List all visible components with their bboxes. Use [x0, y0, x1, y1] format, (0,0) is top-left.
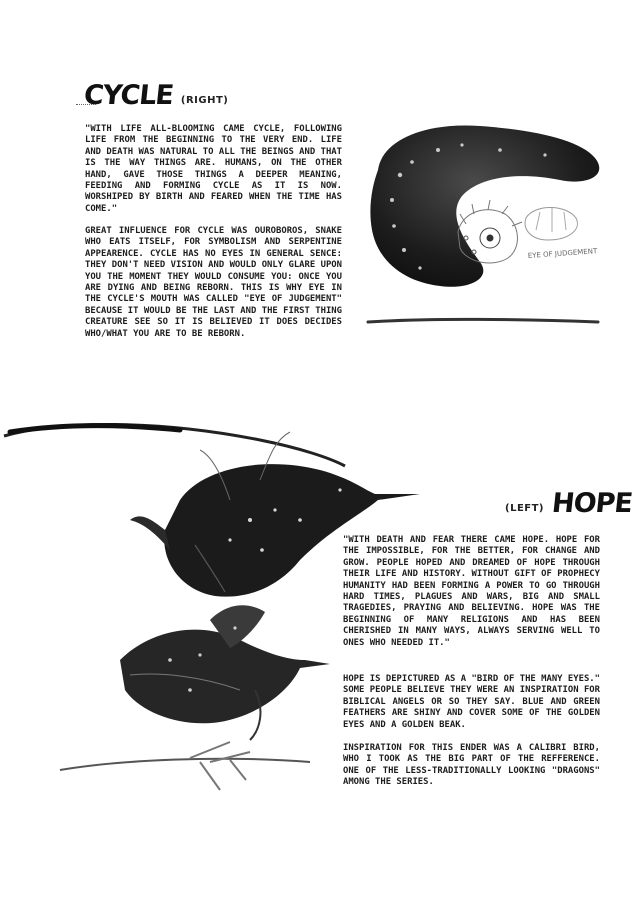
hope-position-label: (LEFT) — [505, 503, 544, 514]
cycle-position-label: (RIGHT) — [180, 95, 229, 106]
cycle-paragraph-2: GREAT INFLUENCE FOR CYCLE WAS OUROBOROS, SNAKE WHO EATS ITSELF, FOR SYMBOLISM AND SERPENTINE APPEARENCE. CYCLE HAS NO EYES IN GENERAL SENCE: THEY DON'T NEED VISION AND WOULD ONLY GLARE UPON YOU THE MOMENT THEY WOULD CONSUME YOU: ONCE YOU ARE DYING AND BEING REBORN. THIS IS WHY EYE IN THE CYCLE'S MOUTH WAS CALLED "EYE OF JUDGEMENT" BECAUSE IT WOULD BE THE LAST AND THE FIRST THING CREATURE SEE SO IT IS BELIEVED IT DOES DECIDES WHO/WHAT YOU ARE TO BE REBORN. — [85, 226, 342, 339]
hope-paragraph-1: "WITH DEATH AND FEAR THERE CAME HOPE. HOPE FOR THE IMPOSSIBLE, FOR THE BETTER, FOR CHANGE AND GROW. PEOPLE HOPED AND DREAMED OF HOPE THROUGH THEIR LIFE AND HISTORY. WITHOUT GIFT OF PROPHECY HUMANITY HAD BEEN FORMING A POWER TO GO THROUGH HARD TIMES, PLAGUES AND WARS, BIG AND SMALL TRAGEDIES, PRAYING AND BELIEVING. HOPE WAS THE BEGINNING OF MANY RELIGIONS AND HAS BEEN CHERISHED IN MANY WAYS, ALWAYS SERVING WELL TO ONES WHO NEEDED IT." — [343, 535, 600, 648]
hope-paragraph-3: INSPIRATION FOR THIS ENDER WAS A CALIBRI BIRD, WHO I TOOK AS THE BIG PART OF THE REFFERENCE. ONE OF THE LESS-TRADITIONALLY LOOKING "DRAGONS" AMONG THE SERIES. — [343, 743, 600, 788]
cycle-title: CYCLE — [82, 80, 175, 111]
eye-of-judgement-label: EYE OF JUDGEMENT — [527, 247, 598, 260]
hope-paragraph-2: HOPE IS DEPICTURED AS A "BIRD OF THE MANY EYES." SOME PEOPLE BELIEVE THEY WERE AN INSPIRATION FOR BIBLICAL ANGELS OR SO THEY SAY. BLUE AND GREEN FEATHERS ARE SHINY AND COVER SOME OF THE GOLDEN EYES AND A GOLDEN BEAK. — [343, 674, 600, 730]
hope-bird-bottom — [120, 605, 330, 740]
hope-title: HOPE — [550, 488, 634, 519]
hope-header — [505, 490, 632, 517]
cycle-paragraph-1: "WITH LIFE ALL-BLOOMING CAME CYCLE, FOLLOWING LIFE FROM THE BEGINNING TO THE VERY END. LIFE AND DEATH WAS NATURAL TO ALL THE BEINGS AND THAT IS THE WAY THINGS ARE. HUMANS, ON THE OTHER HAND, GAVE THOSE THINGS A DEEPER MEANING, FEEDING AND FORMING CYCLE AS IT IS NOW. WORSHIPED BY BIRTH AND FEARED WHEN THE TIME HAS COME." — [85, 124, 342, 214]
bird-plume-stroke — [60, 759, 310, 770]
